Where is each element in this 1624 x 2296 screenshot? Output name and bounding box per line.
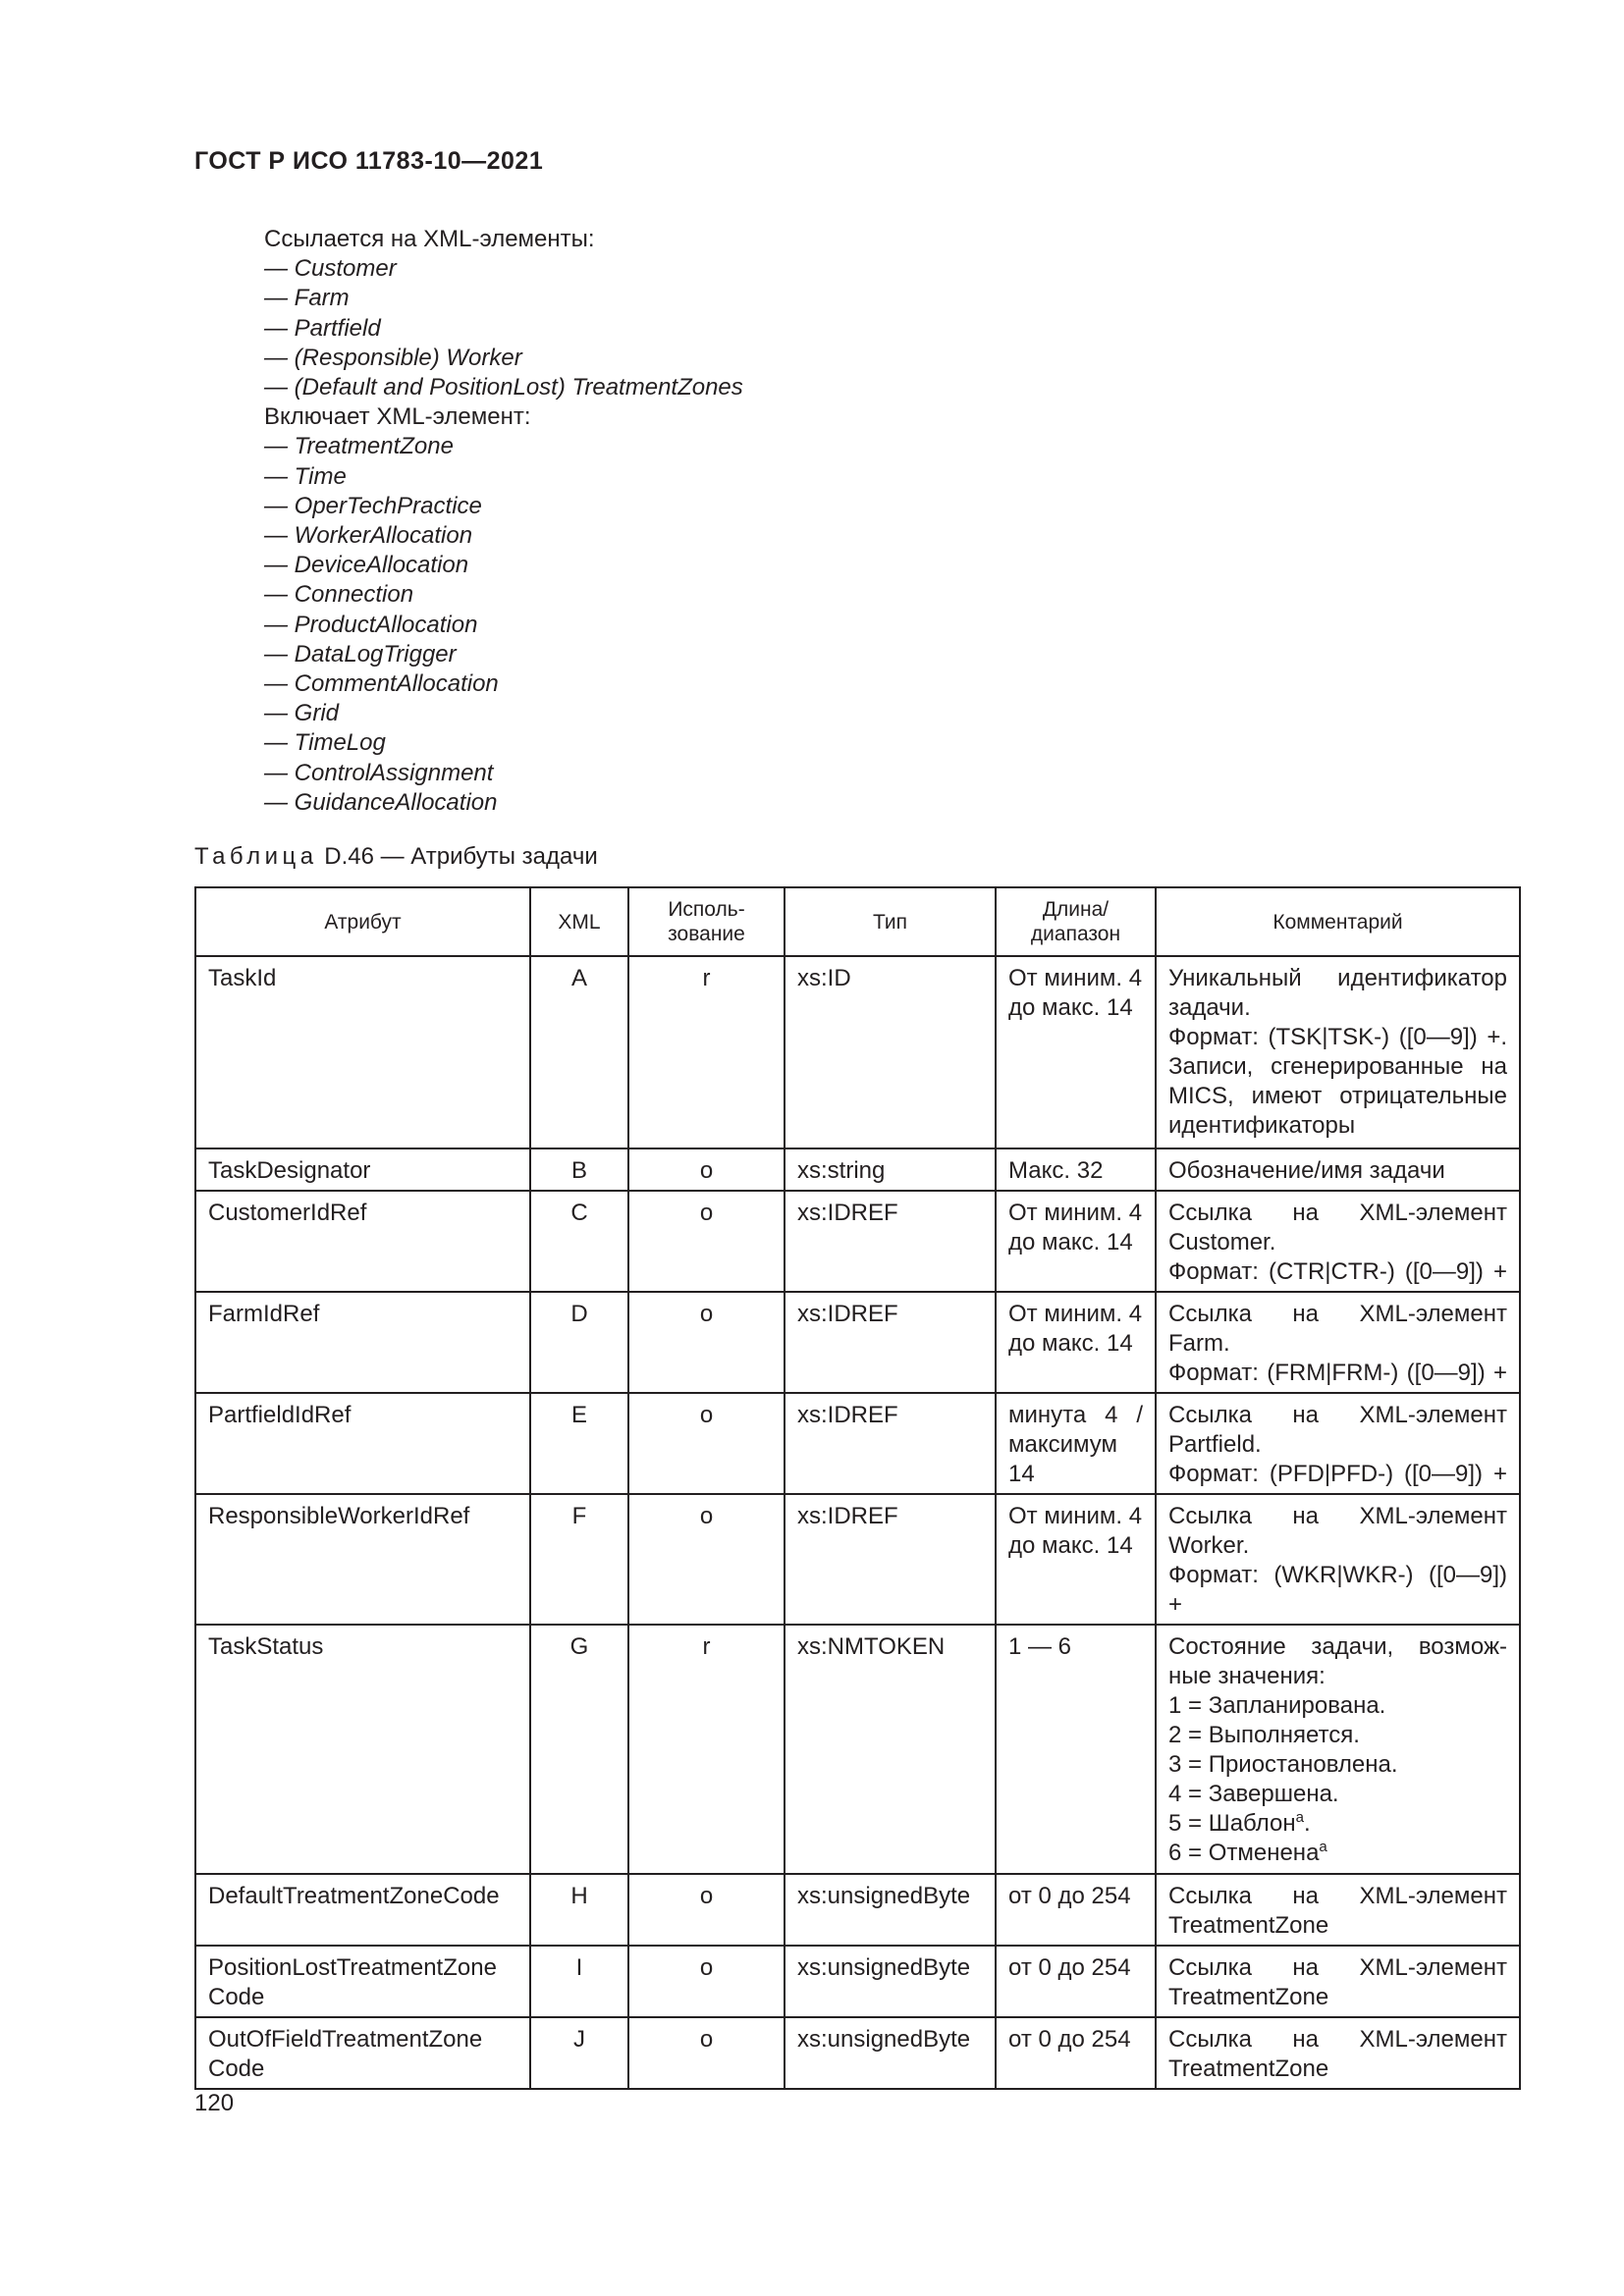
cell-comment-line: MICS, имеют отрицательные: [1168, 1083, 1507, 1109]
footnote-marker: a: [1319, 1839, 1327, 1855]
document-header: ГОСТ Р ИСО 11783-10—2021: [194, 147, 544, 175]
cell-length: [996, 1625, 1156, 1874]
includes-item: — DeviceAllocation: [264, 552, 469, 579]
cell-length: [996, 1393, 1156, 1494]
cell-comment-line: Ссылка на XML-элемент: [1168, 1402, 1507, 1428]
cell-comment: [1156, 1292, 1520, 1393]
header-xml: XML: [530, 887, 628, 956]
includes-item: — ProductAllocation: [264, 611, 478, 638]
cell-attribute: PartfieldIdRef: [195, 1393, 530, 1494]
cell-comment: [1156, 1148, 1520, 1191]
table-row: [195, 2017, 1520, 2089]
refers-item: — Farm: [264, 285, 350, 312]
cell-attribute: TaskId: [195, 956, 530, 1148]
cell-usage: o: [628, 1946, 785, 2017]
cell-length: [996, 1494, 1156, 1625]
attributes-table: [194, 886, 1521, 2090]
cell-length-line: От миним. 4: [1008, 1503, 1143, 1529]
cell-length-line: от 0 до 254: [1008, 1954, 1131, 1981]
cell-length-line: Макс. 32: [1008, 1157, 1104, 1184]
cell-length-line: От миним. 4: [1008, 1200, 1143, 1226]
cell-comment: [1156, 1191, 1520, 1292]
table-row: [195, 1292, 1520, 1393]
header-usage-line: Исполь-: [668, 898, 745, 921]
cell-attribute: FarmIdRef: [195, 1292, 530, 1393]
cell-comment: [1156, 1393, 1520, 1494]
cell-comment-line: Состояние задачи, возмож-: [1168, 1633, 1507, 1660]
cell-comment-line: Ссылка на XML-элемент: [1168, 1301, 1507, 1327]
cell-comment-line: Farm.: [1168, 1330, 1230, 1357]
status-template-text: 5 = Шаблон: [1168, 1810, 1296, 1837]
cell-attribute-line: PositionLostTreatmentZone: [208, 1954, 497, 1981]
header-type: Тип: [785, 887, 996, 956]
cell-usage: o: [628, 1494, 785, 1625]
cell-comment-line: Partfield.: [1168, 1431, 1262, 1458]
cell-length: [996, 1946, 1156, 2017]
header-length-line: диапазон: [1030, 923, 1121, 945]
cell-xml: D: [530, 1292, 628, 1393]
cell-usage: r: [628, 956, 785, 1148]
cell-attribute: TaskStatus: [195, 1625, 530, 1874]
cell-type: xs:string: [785, 1148, 996, 1191]
table-row: [195, 1148, 1520, 1191]
header-length-line: Длина/: [1042, 898, 1110, 921]
cell-type: xs:IDREF: [785, 1494, 996, 1625]
cell-length-line: до макс. 14: [1008, 1532, 1133, 1559]
cell-usage: r: [628, 1625, 785, 1874]
cell-xml: B: [530, 1148, 628, 1191]
cell-usage: o: [628, 1191, 785, 1292]
cell-length: [996, 1148, 1156, 1191]
cell-attribute: [195, 2017, 530, 2089]
cell-comment-line: [1168, 1809, 1507, 1839]
status-template-tail: .: [1303, 1810, 1311, 1837]
cell-type: xs:unsignedByte: [785, 1874, 996, 1946]
includes-item: — ControlAssignment: [264, 759, 494, 786]
cell-comment-line: Ссылка на XML-элемент: [1168, 1883, 1507, 1909]
cell-comment: [1156, 1874, 1520, 1946]
cell-comment-line: Обозначение/имя задачи: [1168, 1157, 1445, 1184]
cell-xml: E: [530, 1393, 628, 1494]
cell-length: [996, 1292, 1156, 1393]
cell-length-line: 14: [1008, 1461, 1035, 1487]
cell-comment-line: 3 = Приостановлена.: [1168, 1751, 1398, 1778]
header-comment: Комментарий: [1156, 887, 1520, 956]
cell-comment-line: Формат: (FRM|FRM-) ([0—9]) +: [1168, 1360, 1507, 1386]
header-usage: [628, 887, 785, 956]
cell-comment: [1156, 2017, 1520, 2089]
cell-length: [996, 1191, 1156, 1292]
cell-comment-line: Customer.: [1168, 1229, 1276, 1255]
cell-attribute-line: Code: [208, 2056, 265, 2082]
cell-length-line: минута 4 /: [1008, 1402, 1143, 1428]
cell-comment-line: 4 = Завершена.: [1168, 1781, 1339, 1807]
cell-length-line: От миним. 4: [1008, 965, 1143, 991]
cell-xml: J: [530, 2017, 628, 2089]
cell-usage: o: [628, 1292, 785, 1393]
table-row: [195, 956, 1520, 1148]
includes-item: — Connection: [264, 581, 414, 609]
includes-item: — TreatmentZone: [264, 433, 454, 460]
cell-attribute-line: Code: [208, 1984, 265, 2010]
table-header-row: [195, 887, 1520, 956]
cell-usage: o: [628, 1874, 785, 1946]
cell-comment-line: TreatmentZone: [1168, 2056, 1329, 2082]
refers-intro: Ссылается на XML-элементы:: [264, 226, 595, 252]
cell-comment-line: Ссылка на XML-элемент: [1168, 1503, 1507, 1529]
cell-comment-line: Записи, сгенерированные на: [1168, 1053, 1507, 1080]
cell-type: xs:ID: [785, 956, 996, 1148]
refers-item: — Partfield: [264, 314, 381, 342]
cell-length: [996, 1874, 1156, 1946]
includes-item: — Time: [264, 462, 347, 490]
cell-comment-line: [1168, 1839, 1507, 1868]
header-usage-line: зование: [668, 923, 745, 945]
cell-xml: I: [530, 1946, 628, 2017]
cell-comment-line: задачи.: [1168, 994, 1251, 1021]
refers-item: — (Responsible) Worker: [264, 344, 522, 371]
cell-attribute-line: DefaultTreatmentZoneCode: [208, 1883, 500, 1909]
refers-item: — (Default and PositionLost) TreatmentZones: [264, 374, 743, 401]
table-row: [195, 1191, 1520, 1292]
cell-comment: [1156, 1494, 1520, 1625]
cell-comment-line: TreatmentZone: [1168, 1912, 1329, 1939]
cell-xml: A: [530, 956, 628, 1148]
cell-xml: F: [530, 1494, 628, 1625]
cell-type: xs:IDREF: [785, 1292, 996, 1393]
table-caption-title: D.46 — Атрибуты задачи: [317, 843, 598, 870]
cell-comment-line: Ссылка на XML-элемент: [1168, 1954, 1507, 1981]
includes-item: — TimeLog: [264, 729, 386, 757]
cell-comment-line: ные значения:: [1168, 1663, 1326, 1689]
cell-xml: G: [530, 1625, 628, 1874]
cell-comment-line: Worker.: [1168, 1532, 1250, 1559]
refers-item: — Customer: [264, 255, 397, 283]
cell-attribute: CustomerIdRef: [195, 1191, 530, 1292]
cell-length-line: до макс. 14: [1008, 1229, 1133, 1255]
table-row: [195, 1625, 1520, 1874]
table-caption: [194, 843, 598, 871]
cell-attribute: ResponsibleWorkerIdRef: [195, 1494, 530, 1625]
cell-comment-line: 2 = Выполняется.: [1168, 1722, 1360, 1748]
cell-comment-line: Формат: (WKR|WKR-) ([0—9]) +: [1168, 1562, 1507, 1618]
table-row: [195, 1494, 1520, 1625]
includes-item: — GuidanceAllocation: [264, 788, 498, 816]
cell-length-line: от 0 до 254: [1008, 2026, 1131, 2053]
cell-type: xs:IDREF: [785, 1191, 996, 1292]
header-attribute: Атрибут: [195, 887, 530, 956]
cell-comment-line: Формат: (TSK|TSK-) ([0—9]) +.: [1168, 1024, 1507, 1050]
cell-type: xs:NMTOKEN: [785, 1625, 996, 1874]
cell-length-line: от 0 до 254: [1008, 1883, 1131, 1909]
includes-item: — DataLogTrigger: [264, 640, 457, 667]
cell-attribute: [195, 1874, 530, 1946]
cell-comment: [1156, 1625, 1520, 1874]
cell-length-line: до макс. 14: [1008, 1330, 1133, 1357]
cell-attribute: TaskDesignator: [195, 1148, 530, 1191]
status-cancelled-text: 6 = Отменена: [1168, 1840, 1320, 1866]
cell-length-line: От миним. 4: [1008, 1301, 1143, 1327]
cell-length-line: 1 — 6: [1008, 1633, 1072, 1660]
includes-intro: Включает XML-элемент:: [264, 403, 531, 431]
references-block: [264, 225, 743, 818]
table-row: [195, 1874, 1520, 1946]
page-number: 120: [194, 2090, 235, 2116]
cell-comment-line: Уникальный идентификатор: [1168, 965, 1507, 991]
cell-attribute: [195, 1946, 530, 2017]
cell-type: xs:unsignedByte: [785, 2017, 996, 2089]
cell-comment-line: TreatmentZone: [1168, 1984, 1329, 2010]
cell-comment-line: идентификаторы: [1168, 1112, 1356, 1139]
includes-item: — OperTechPractice: [264, 492, 482, 519]
cell-length-line: максимум: [1008, 1431, 1118, 1458]
table-row: [195, 1946, 1520, 2017]
cell-usage: o: [628, 1148, 785, 1191]
cell-comment: [1156, 956, 1520, 1148]
cell-xml: C: [530, 1191, 628, 1292]
table-caption-word: Таблица: [194, 843, 318, 870]
cell-comment-line: Ссылка на XML-элемент: [1168, 2026, 1507, 2053]
cell-type: xs:unsignedByte: [785, 1946, 996, 2017]
cell-length: [996, 2017, 1156, 2089]
includes-item: — Grid: [264, 700, 340, 727]
cell-comment-line: 1 = Запланирована.: [1168, 1692, 1386, 1719]
cell-length-line: до макс. 14: [1008, 994, 1133, 1021]
footnote-marker: a: [1295, 1809, 1304, 1826]
header-length: [996, 887, 1156, 956]
cell-comment-line: Формат: (PFD|PFD-) ([0—9]) +: [1168, 1461, 1507, 1487]
cell-comment-line: Формат: (CTR|CTR-) ([0—9]) +: [1168, 1258, 1507, 1285]
cell-type: xs:IDREF: [785, 1393, 996, 1494]
cell-usage: o: [628, 1393, 785, 1494]
cell-comment-line: Ссылка на XML-элемент: [1168, 1200, 1507, 1226]
includes-item: — WorkerAllocation: [264, 522, 473, 550]
table-row: [195, 1393, 1520, 1494]
cell-xml: H: [530, 1874, 628, 1946]
cell-usage: o: [628, 2017, 785, 2089]
includes-item: — CommentAllocation: [264, 670, 499, 698]
cell-attribute-line: OutOfFieldTreatmentZone: [208, 2026, 483, 2053]
cell-length: [996, 956, 1156, 1148]
cell-comment: [1156, 1946, 1520, 2017]
